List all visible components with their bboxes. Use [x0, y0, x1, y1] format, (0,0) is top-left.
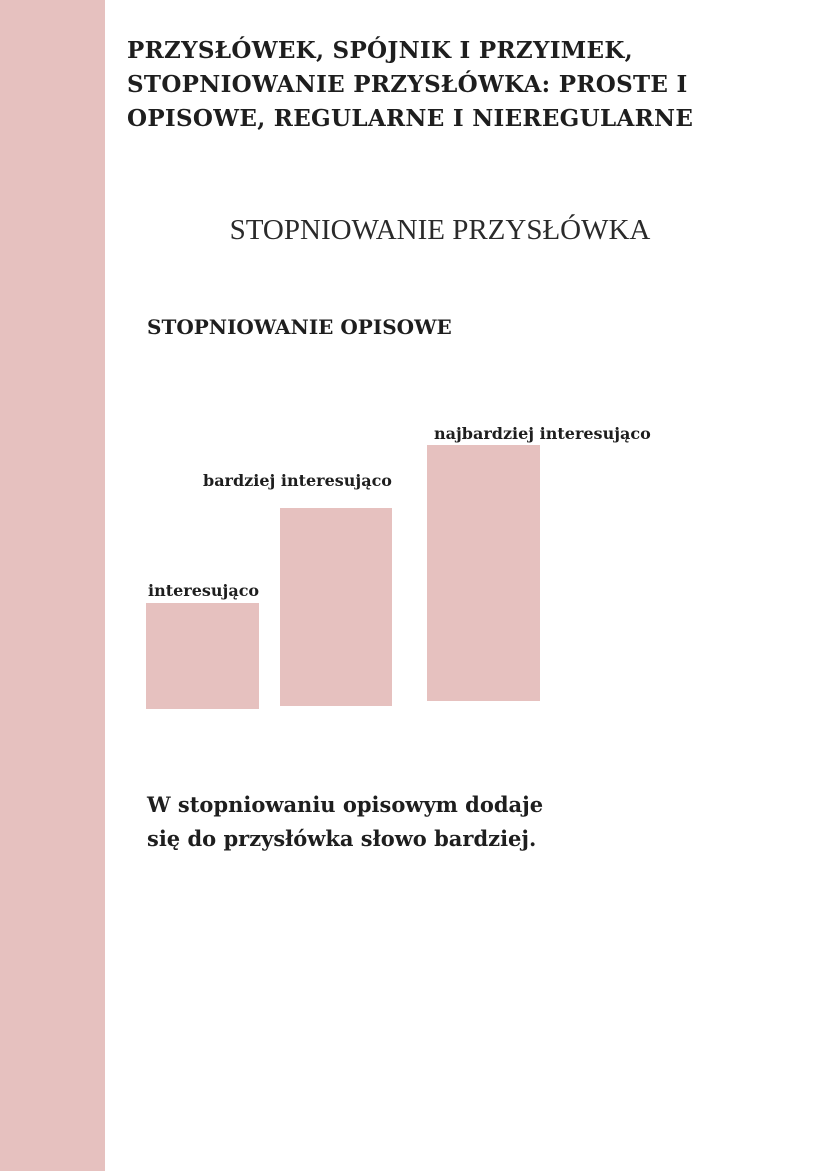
page-title: PRZYSŁÓWEK, SPÓJNIK I PRZYIMEK, STOPNIOWANIE PRZYSŁÓWKA: PROSTE I OPISOWE, REGULARNE I NIEREGULARNE — [127, 37, 694, 132]
degree-block-comparative — [280, 508, 392, 706]
subsection-title: STOPNIOWANIE OPISOWE — [147, 315, 452, 339]
description-line-2: się do przysłówka słowo bardziej. — [147, 826, 537, 851]
section-title: STOPNIOWANIE PRZYSŁÓWKA — [229, 214, 651, 246]
degree-label-superlative: najbardziej interesująco — [434, 424, 651, 443]
degree-block-superlative — [427, 445, 540, 701]
degree-block-positive — [146, 603, 259, 709]
sidebar-decoration — [0, 0, 105, 1171]
description-text — [147, 788, 707, 856]
degree-label-comparative: bardziej interesująco — [203, 471, 392, 490]
degree-label-positive: interesująco — [148, 581, 260, 600]
description-line-1: W stopniowaniu opisowym dodaje — [147, 792, 544, 817]
